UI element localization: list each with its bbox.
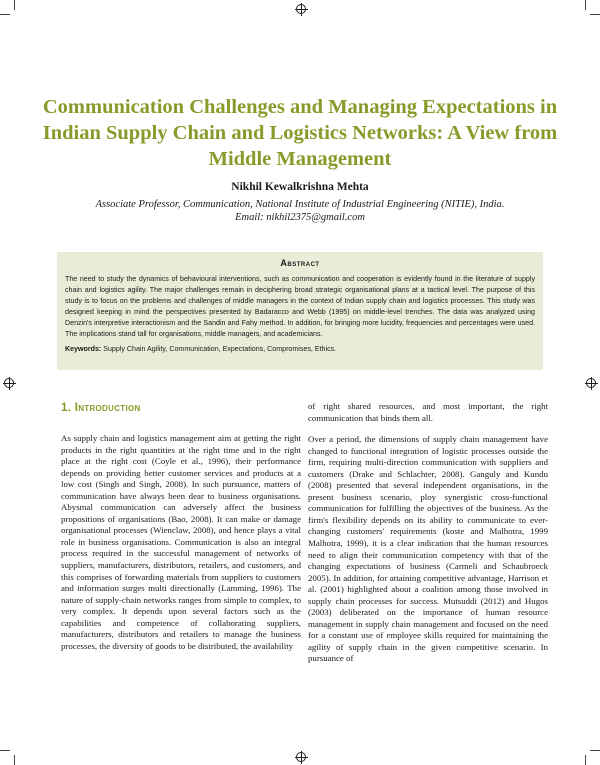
body-paragraph: Over a period, the dimensions of supply chain management have changed to functional integration of logistic processes outside the firm, requiring multi-direction communication with suppliers and customers (Drake and Schlachter, 2008). Ganguly and Kundu (2008) presented that several independent organisations, in the present business scenario, ploy synergistic cross-functional communication for fulfilling the objectives of the business. As the firm's flexibility depends on its ability to communicate to ever-changing customers' requirements (koste and Malhotra, 1999 Malhotra, 1999), it is a clear indication that the human resources need to align their communication competency with that of the changing expectations of business (Carmeli and Schaubroeck 2005). In addition, for attaining competitive advantage, Harrison et al. (2001) highlighted about a coalition among those involved in supply chain processes for success. Mutsuddi (2012) and Hugos (2003) deliberated on the importance of human resource management in supply chain management and focused on the need for a constant use of employee skills required for maintaining the agility of supply chain in the given competitive scenario. In pursuance of — [308, 434, 548, 664]
crop-mark — [14, 755, 15, 765]
crop-mark — [14, 0, 15, 10]
author-affiliation — [40, 198, 560, 224]
section-number: 1. — [61, 402, 72, 414]
abstract-text: The need to study the dynamics of behavioural interventions, such as communication and cooperation is evidently found in the literature of supply chain and logistics agility. The major challenges remain in deciphering broad strategic organisational plans at a tactical level. The purpose of this study is to focus on the problems and challenges of middle managers in the context of Indian supply chain and logistics processes. This study was designed keeping in mind the perspectives presented by Badaracco and Webb (1995) on middle-level trenches. The data was analyzed using Denzin's interpretive interactionism and the Sandin and Fahy method. In addition, for bringing more lucidity, frequencies and percentages were used. The implications stand tall for organisations, middle managers, and academicians. — [65, 275, 535, 339]
keywords — [65, 344, 535, 355]
paper-title: Communication Challenges and Managing Expectations in Indian Supply Chain and Logistics Networks: A View from Middle Management — [42, 96, 558, 170]
section-title: Introduction — [74, 402, 141, 414]
author-email: Email: nikhil2375@gmail.com — [235, 212, 365, 223]
body-paragraph: of right shared resources, and most important, the right communication that binds them all. — [308, 401, 548, 423]
registration-mark-icon — [4, 378, 14, 388]
crop-mark — [590, 750, 600, 751]
registration-mark-icon — [296, 4, 306, 14]
crop-mark — [585, 755, 586, 765]
affiliation-line: Associate Professor, Communication, National Institute of Industrial Engineering (NITIE), India. — [95, 199, 505, 210]
crop-mark — [590, 14, 600, 15]
keywords-label: Keywords: — [65, 344, 102, 353]
body-column-right — [308, 401, 548, 665]
author-name: Nikhil Kewalkrishna Mehta — [231, 181, 369, 193]
keywords-list: Supply Chain Agility, Communication, Expectations, Compromises, Ethics. — [103, 344, 337, 353]
body-paragraph: As supply chain and logistics management aim at getting the right products in the right quantities at the right time and in the right place at the right cost (Coyle et al., 1996), their performance depends on providing better customer services and products at a low cost (Singh and Singh, 2008). In such pursuance, matters of communication have always been dear to business organisations. Abysmal communication can adversely affect the business propositions of organisations (Bao, 2008). It can make or damage organisational processes (Wienclaw, 2008), and hence plays a vital role in business organisations. Communication is also an integral process required in the successful management of networks of suppliers, manufacturers, distributors, retailers, and customers, and this comprises of forwarding materials from suppliers to customers and information surges multi directionally (Lamming, 1996). The nature of supply-chain networks ranges from simple to complex, to very complex. It depends upon several factors such as the capabilities and competence of collaborating suppliers, manufacturers, distributors and retailers to manage the business processes, the diversity of goods to be distributed, the availability — [61, 433, 301, 651]
body-column-left — [61, 433, 301, 652]
section-heading — [61, 402, 141, 414]
crop-mark — [0, 14, 10, 15]
crop-mark — [0, 750, 10, 751]
abstract-box — [57, 252, 543, 370]
registration-mark-icon — [296, 752, 306, 762]
registration-mark-icon — [586, 378, 596, 388]
crop-mark — [585, 0, 586, 10]
abstract-heading: Abstract — [280, 258, 320, 268]
